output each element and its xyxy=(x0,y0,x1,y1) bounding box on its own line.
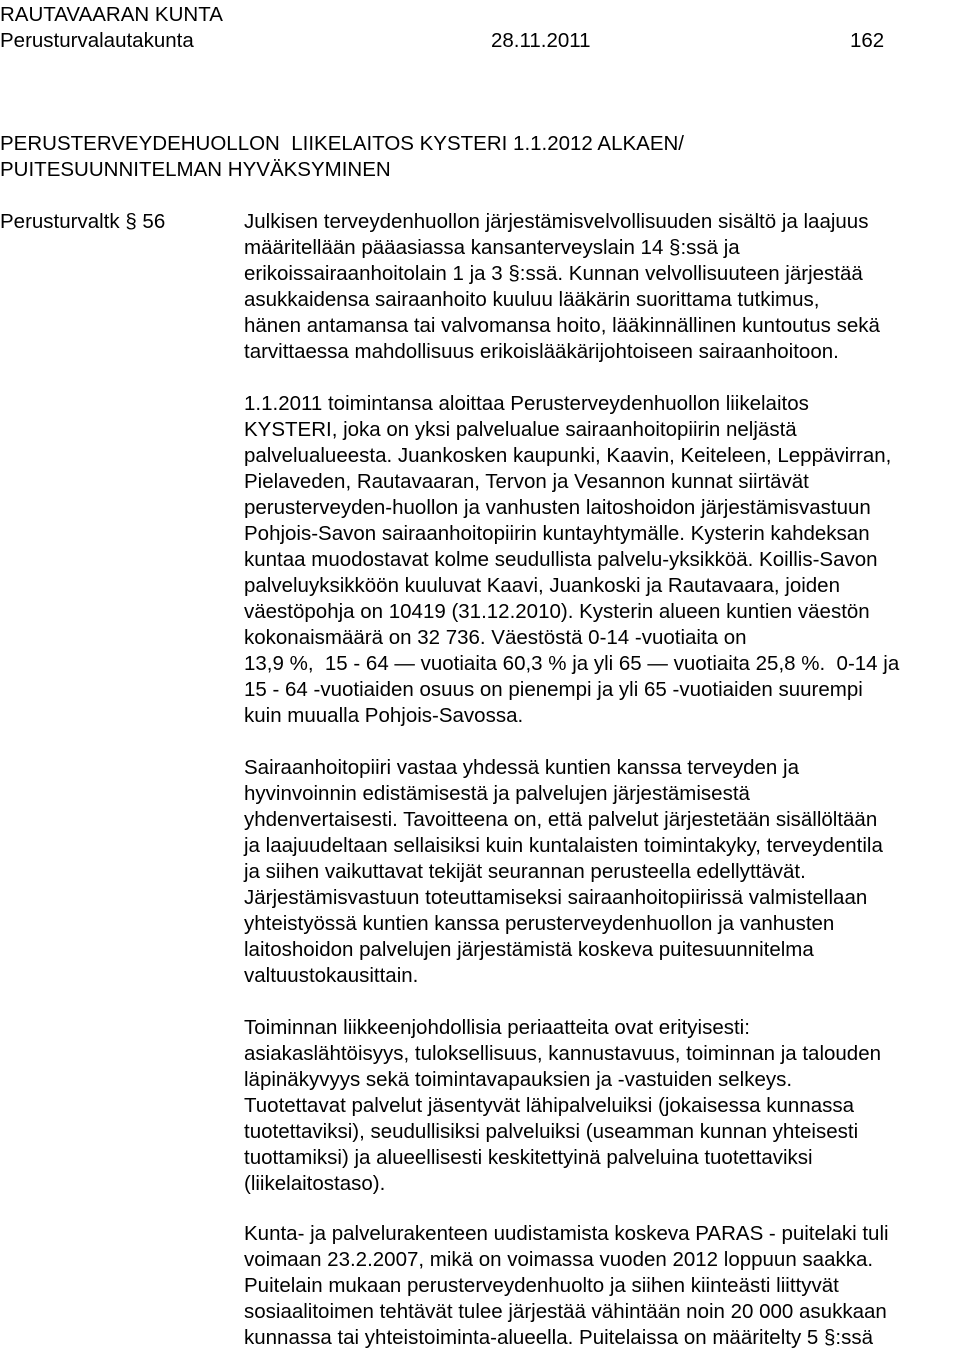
text-line: laitoshoidon palvelujen järjestämistä koskeva puitesuunnitelma xyxy=(244,938,814,961)
title-line: PERUSTERVEYDEHUOLLON LIIKELAITOS KYSTERI 1.1.2012 ALKAEN/ xyxy=(0,132,684,155)
text-line: Pielaveden, Rautavaaran, Tervon ja Vesannon kunnat siirtävät xyxy=(244,470,809,493)
text-line: kunnassa tai yhteistoiminta-alueella. Puitelaissa on määritelty 5 §:ssä xyxy=(244,1326,873,1349)
section-label: Perusturvaltk § 56 xyxy=(0,210,166,233)
board-name: Perusturvalautakunta xyxy=(0,29,194,52)
text-line: 15 - 64 -vuotiaiden osuus on pienempi ja yli 65 -vuotiaiden suurempi xyxy=(244,678,863,701)
text-line: määritellään pääasiassa kansanterveyslain 14 §:ssä ja xyxy=(244,236,740,259)
paragraph xyxy=(244,755,883,989)
text-line: Kunta- ja palvelurakenteen uudistamista koskeva PARAS - puitelaki tuli xyxy=(244,1222,889,1245)
paragraph xyxy=(244,1015,881,1197)
text-line: kokonaismäärä on 32 736. Väestöstä 0-14 -vuotiaita on xyxy=(244,626,747,649)
text-line: hänen antamansa tai valvomansa hoito, lääkinnällinen kuntoutus sekä xyxy=(244,314,880,337)
paragraph xyxy=(244,209,880,365)
text-line: Puitelain mukaan perusterveydenhuolto ja siihen kiinteästi liittyvät xyxy=(244,1274,839,1297)
meeting-date: 28.11.2011 xyxy=(491,29,591,52)
text-line: läpinäkyvyys sekä toimintavapauksien ja -vastuiden selkeys. xyxy=(244,1068,793,1091)
document-title xyxy=(0,131,684,183)
paragraph xyxy=(244,1221,889,1351)
text-line: (liikelaitostaso). xyxy=(244,1172,386,1195)
text-line: erikoissairaanhoitolain 1 ja 3 §:ssä. Kunnan velvollisuuteen järjestää xyxy=(244,262,863,285)
text-line: yhdenvertaisesti. Tavoitteena on, että palvelut järjestetään sisällöltään xyxy=(244,808,878,831)
text-line: palveluyksikköön kuuluvat Kaavi, Juankoski ja Rautavaara, joiden xyxy=(244,574,840,597)
text-line: kuin muualla Pohjois-Savossa. xyxy=(244,704,524,727)
text-line: väestöpohja on 10419 (31.12.2010). Kysterin alueen kuntien väestön xyxy=(244,600,870,623)
text-line: hyvinvoinnin edistämisestä ja palvelujen järjestämisestä xyxy=(244,782,750,805)
text-line: palvelualueesta. Juankosken kaupunki, Kaavin, Keiteleen, Leppävirran, xyxy=(244,444,892,467)
text-line: ja laajuudeltaan sellaisiksi kuin kuntalaisten toimintakyky, terveydentila xyxy=(244,834,883,857)
text-line: Tuotettavat palvelut jäsentyvät lähipalveluiksi (jokaisessa kunnassa xyxy=(244,1094,855,1117)
text-line: asiakaslähtöisyys, tuloksellisuus, kannustavuus, toiminnan ja talouden xyxy=(244,1042,882,1065)
title-line: PUITESUUNNITELMAN HYVÄKSYMINEN xyxy=(0,158,391,181)
text-line: ja siihen vaikuttavat tekijät seurannan perusteella edellyttävät. xyxy=(244,860,806,883)
text-line: tarvittaessa mahdollisuus erikoislääkärijohtoiseen sairaanhoitoon. xyxy=(244,340,839,363)
text-line: kuntaa muodostavat kolme seudullista palvelu-yksikköä. Koillis-Savon xyxy=(244,548,878,571)
text-line: asukkaidensa sairaanhoito kuuluu lääkärin suorittama tutkimus, xyxy=(244,288,820,311)
text-line: yhteistyössä kuntien kanssa perusterveydenhuollon ja vanhusten xyxy=(244,912,835,935)
organization-name: RAUTAVAARAN KUNTA xyxy=(0,3,223,26)
text-line: tuotettaviksi), seudullisiksi palveluiksi (useamman kunnan yhteisesti xyxy=(244,1120,859,1143)
page-number: 162 xyxy=(850,29,885,52)
text-line: KYSTERI, joka on yksi palvelualue sairaanhoitopiirin neljästä xyxy=(244,418,797,441)
text-line: 1.1.2011 toimintansa aloittaa Perusterveydenhuollon liikelaitos xyxy=(244,392,809,415)
text-line: perusterveyden-huollon ja vanhusten laitoshoidon järjestämisvastuun xyxy=(244,496,871,519)
text-line: 13,9 %, 15 - 64 — vuotiaita 60,3 % ja yli 65 — vuotiaita 25,8 %. 0-14 ja xyxy=(244,652,900,675)
text-line: Julkisen terveydenhuollon järjestämisvelvollisuuden sisältö ja laajuus xyxy=(244,210,869,233)
text-line: voimaan 23.2.2007, mikä on voimassa vuoden 2012 loppuun saakka. xyxy=(244,1248,874,1271)
paragraph xyxy=(244,391,899,729)
text-line: Järjestämisvastuun toteuttamiseksi sairaanhoitopiirissä valmistellaan xyxy=(244,886,868,909)
text-line: Pohjois-Savon sairaanhoitopiirin kuntayhtymälle. Kysterin kahdeksan xyxy=(244,522,870,545)
text-line: Sairaanhoitopiiri vastaa yhdessä kuntien kanssa terveyden ja xyxy=(244,756,799,779)
text-line: tuottamiksi) ja alueellisesti keskitettyinä palveluina tuotettaviksi xyxy=(244,1146,813,1169)
text-line: Toiminnan liikkeenjohdollisia periaatteita ovat erityisesti: xyxy=(244,1016,750,1039)
text-line: valtuustokausittain. xyxy=(244,964,419,987)
text-line: sosiaalitoimen tehtävät tulee järjestää vähintään noin 20 000 asukkaan xyxy=(244,1300,887,1323)
